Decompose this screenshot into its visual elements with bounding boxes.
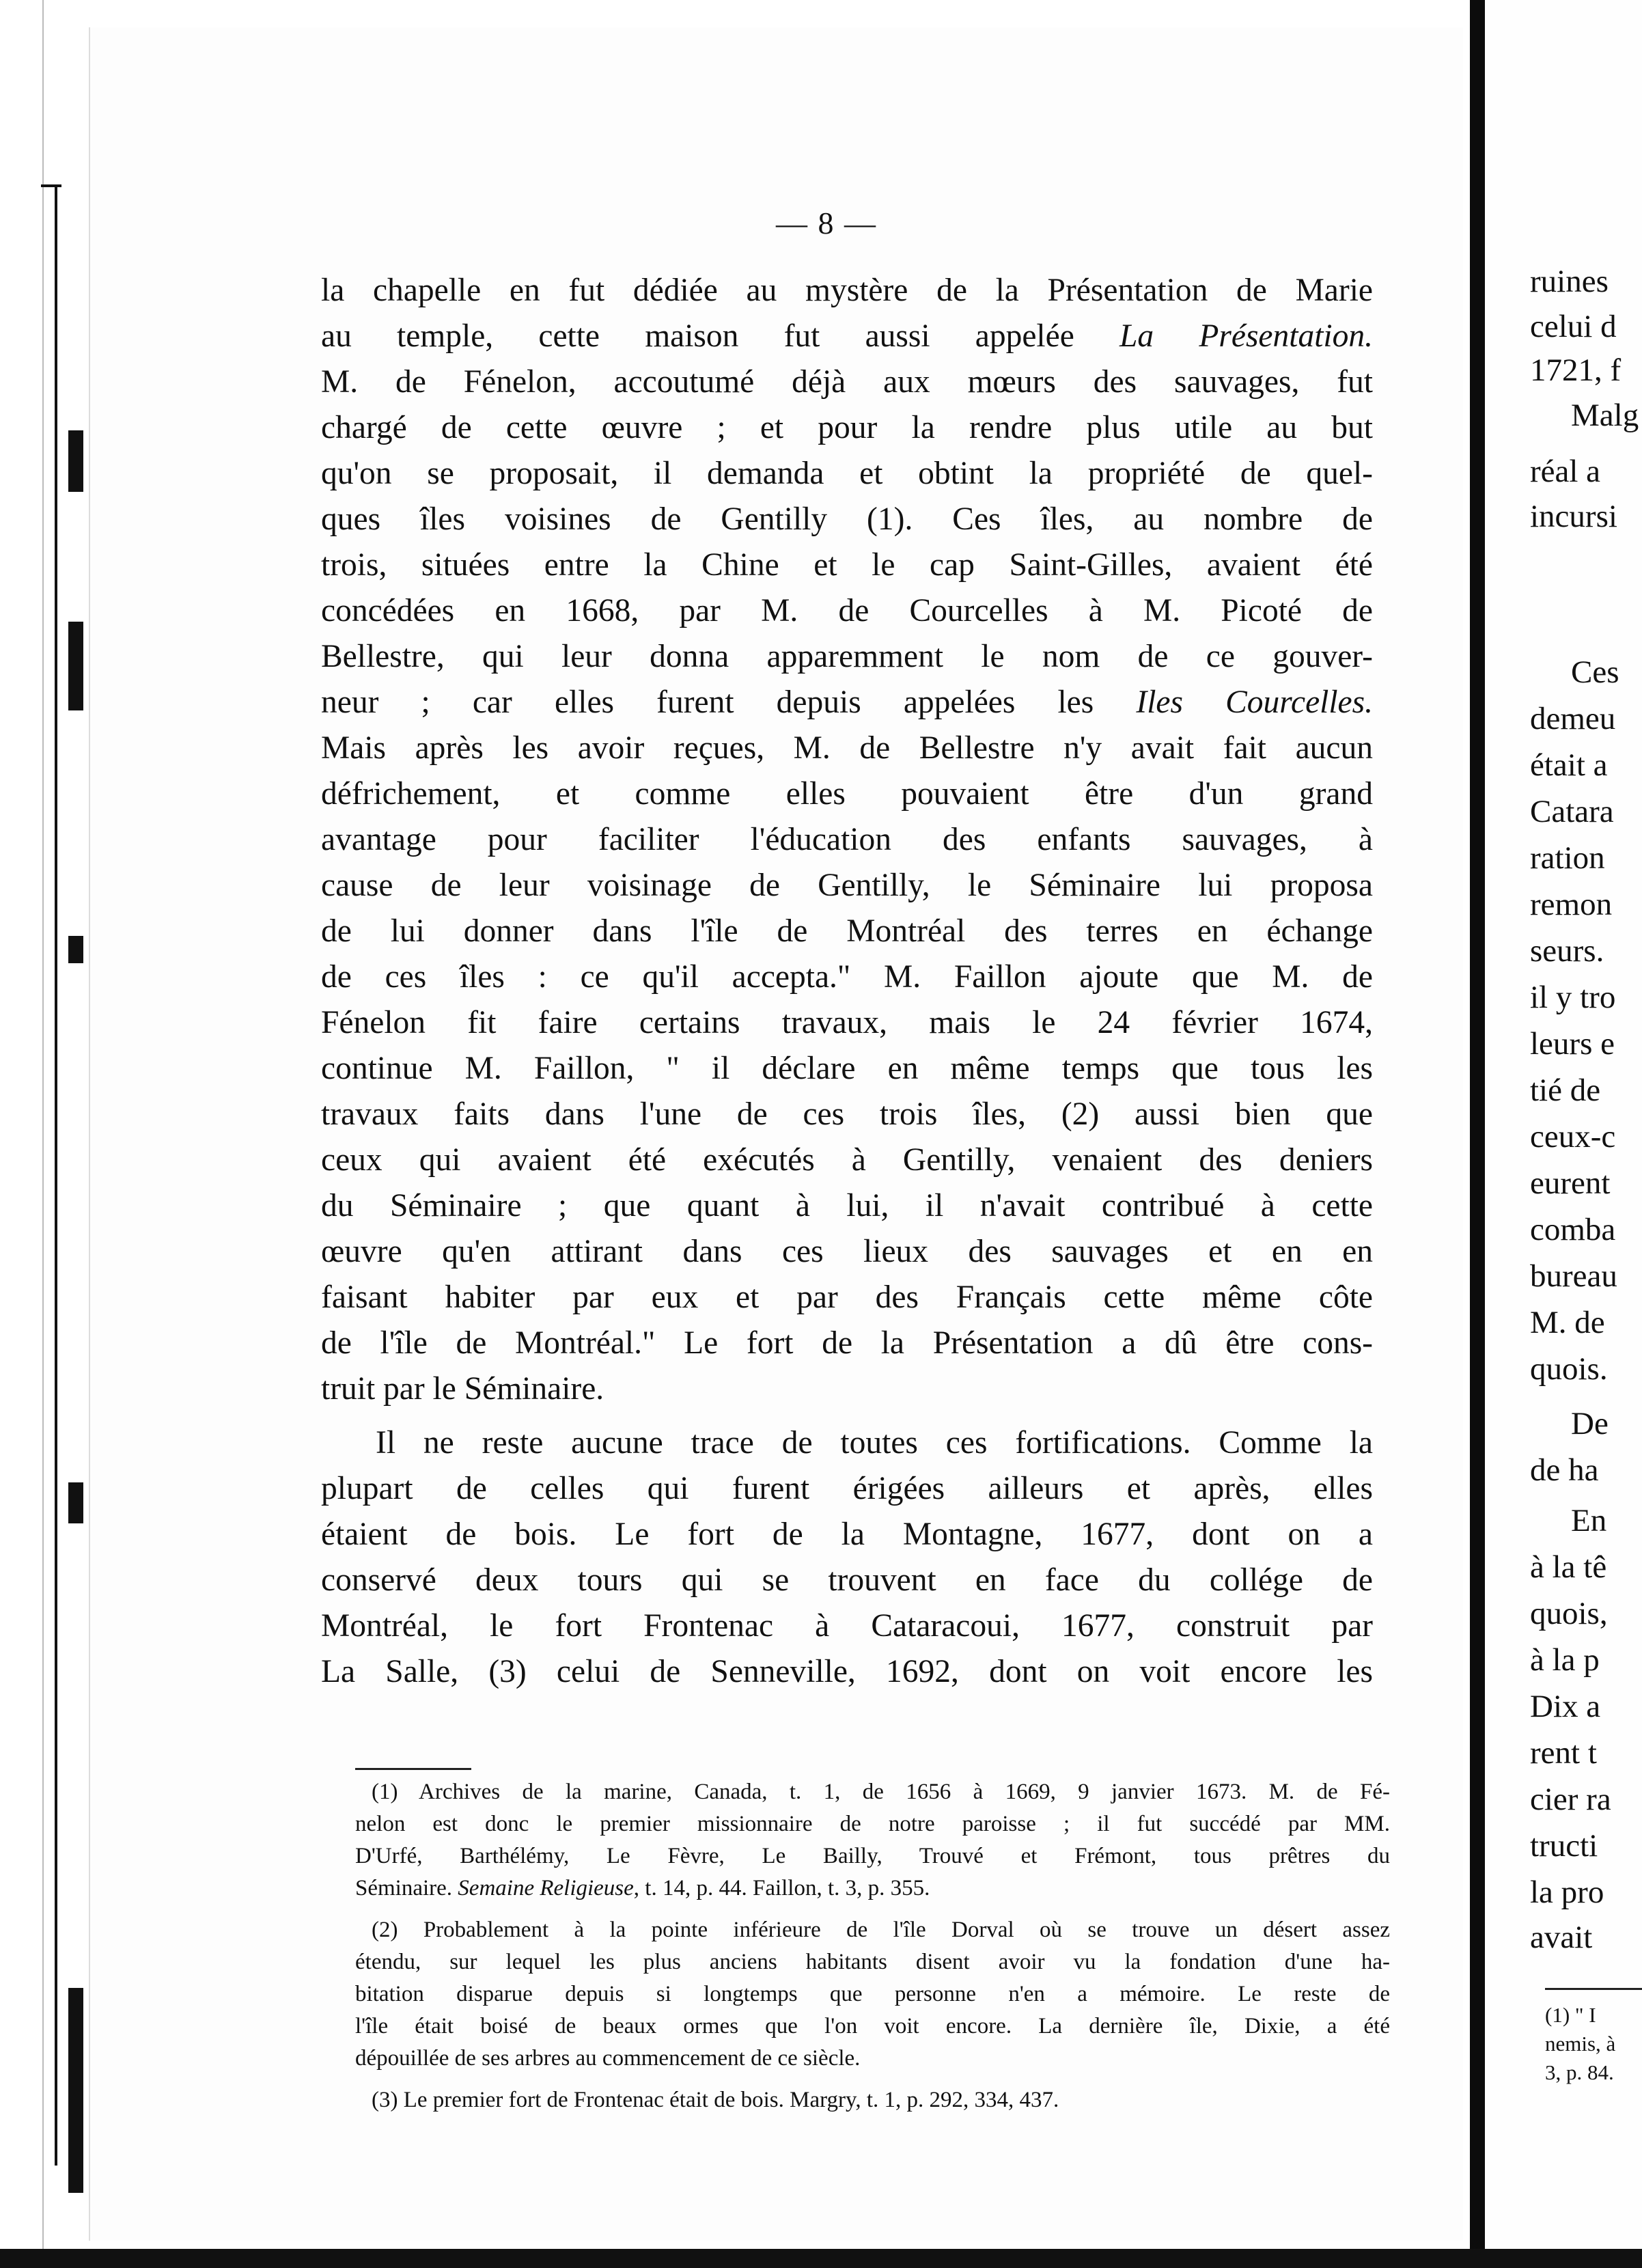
next-page-line: remon (1530, 887, 1613, 922)
next-page-line: M. de (1530, 1305, 1605, 1340)
next-page-line: demeu (1530, 701, 1616, 736)
next-page-line: ration (1530, 840, 1605, 876)
text-line: avantage pour faciliter l'éducation des enfants sauvages, à (321, 822, 1373, 857)
next-page-line: réal a (1530, 454, 1601, 489)
footnote-line: nelon est donc le premier missionnaire de notre paroisse ; il fut succédé par MM. (355, 1812, 1390, 1836)
next-page-footnote-line: nemis, à (1545, 2032, 1616, 2056)
next-page-line: En (1571, 1503, 1607, 1538)
text-line: cause de leur voisinage de Gentilly, le Séminaire lui proposa (321, 868, 1373, 903)
text-line: conservé deux tours qui se trouvent en face du collége de (321, 1562, 1373, 1598)
next-page-line: tructi (1530, 1828, 1598, 1864)
next-page-line: il y tro (1530, 980, 1616, 1015)
text-line: plupart de celles qui furent érigées ailleurs et après, elles (321, 1471, 1373, 1506)
text-line: truit par le Séminaire. (321, 1371, 604, 1407)
next-page-line: bureau (1530, 1258, 1617, 1294)
binding-mark (68, 936, 83, 963)
footnote-line: (2) Probablement à la pointe inférieure de l'île Dorval où se trouve un désert assez (372, 1918, 1390, 1942)
text-line: défrichement, et comme elles pouvaient être d'un grand (321, 776, 1373, 812)
text-line (321, 314, 1373, 359)
footnote-line: (1) Archives de la marine, Canada, t. 1, de 1656 à 1669, 9 janvier 1673. M. de Fé- (372, 1780, 1390, 1804)
next-page-line: comba (1530, 1212, 1616, 1247)
text-line: La Salle, (3) celui de Senneville, 1692, dont on voit encore les (321, 1654, 1373, 1689)
footnote-line: Séminaire. Semaine Religieuse, t. 14, p. 44. Faillon, t. 3, p. 355. (355, 1876, 930, 1900)
text-line: continue M. Faillon, " il déclare en même temps que tous les (321, 1051, 1373, 1086)
next-page-line: quois, (1530, 1596, 1608, 1631)
text-line: Mais après les avoir reçues, M. de Bellestre n'y avait fait aucun (321, 730, 1373, 766)
next-page-footnote-line: (1) " I (1545, 2003, 1596, 2027)
footnote-rule (355, 1768, 471, 1770)
footnote-line: l'île était boisé de beaux ormes que l'on voit encore. La dernière île, Dixie, a été (355, 2014, 1390, 2038)
text-line: trois, situées entre la Chine et le cap Saint-Gilles, avaient été (321, 547, 1373, 583)
text-line: étaient de bois. Le fort de la Montagne, 1677, dont on a (321, 1517, 1373, 1552)
footnote-line: D'Urfé, Barthélémy, Le Fèvre, Le Bailly, Trouvé et Frémont, tous prêtres du (355, 1844, 1390, 1868)
text-line: M. de Fénelon, accoutumé déjà aux mœurs des sauvages, fut (321, 364, 1373, 400)
binding-mark (68, 430, 83, 492)
next-page-line: la pro (1530, 1875, 1604, 1910)
binding-mark (68, 1482, 83, 1523)
body-text (321, 268, 1373, 1695)
next-page-line: ceux-c (1530, 1119, 1616, 1154)
text-line: concédées en 1668, par M. de Courcelles à M. Picoté de (321, 593, 1373, 628)
page-number: — 8 — (776, 206, 877, 240)
previous-page-edge (0, 0, 44, 2268)
next-page-footnote-line: 3, p. 84. (1545, 2060, 1614, 2084)
next-page-footnote-rule (1545, 1988, 1642, 1990)
binding-mark (68, 622, 83, 710)
text-line: la chapelle en fut dédiée au mystère de la Présentation de Marie (321, 273, 1373, 308)
next-page-line: celui d (1530, 309, 1617, 344)
text-line: Il ne reste aucune trace de toutes ces fortifications. Comme la (376, 1425, 1373, 1461)
next-page-line: était a (1530, 747, 1608, 783)
next-page-line: Ces (1571, 654, 1619, 690)
text-line: faisant habiter par eux et par des Français cette même côte (321, 1280, 1373, 1315)
footnote-line: dépouillée de ses arbres au commencement de ce siècle. (355, 2046, 861, 2071)
text-line: chargé de cette œuvre ; et pour la rendre plus utile au but (321, 410, 1373, 445)
next-page-line: avait (1530, 1920, 1593, 1955)
footnotes (355, 1776, 1390, 2116)
text-line: Montréal, le fort Frontenac à Cataracoui, 1677, construit par (321, 1608, 1373, 1644)
next-page-line: De (1571, 1406, 1609, 1441)
text-line-content: au temple, cette maison fut aussi appelée La Présentation. (321, 318, 1373, 354)
text-line: Fénelon fit faire certains travaux, mais le 24 février 1674, (321, 1005, 1373, 1040)
next-page-line: 1721, f (1530, 352, 1622, 388)
next-page-line: à la tê (1530, 1549, 1607, 1585)
text-line: œuvre qu'en attirant dans ces lieux des sauvages et en en (321, 1234, 1373, 1269)
text-line: travaux faits dans l'une de ces trois îles, (2) aussi bien que (321, 1096, 1373, 1132)
text-line: de lui donner dans l'île de Montréal des terres en échange (321, 913, 1373, 949)
text-line: du Séminaire ; que quant à lui, il n'avait contribué à cette (321, 1188, 1373, 1223)
next-page-line: eurent (1530, 1165, 1611, 1201)
footnote-line: (3) Le premier fort de Frontenac était de bois. Margry, t. 1, p. 292, 334, 437. (372, 2088, 1059, 2112)
binding-mark (68, 1988, 83, 2193)
next-page-line: tié de (1530, 1073, 1601, 1108)
next-page-line: de ha (1530, 1452, 1599, 1488)
next-page-line: à la p (1530, 1642, 1600, 1678)
next-page-line: quois. (1530, 1351, 1608, 1387)
next-page-line: Dix a (1530, 1689, 1601, 1724)
next-page-line: Malg (1571, 398, 1639, 433)
text-line: de l'île de Montréal." Le fort de la Présentation a dû être cons- (321, 1325, 1373, 1361)
text-line: neur ; car elles furent depuis appelées les Iles Courcelles. (321, 684, 1373, 720)
next-page-line: Catara (1530, 794, 1614, 829)
text-line: de ces îles : ce qu'il accepta." M. Faillon ajoute que M. de (321, 959, 1373, 995)
text-line: qu'on se proposait, il demanda et obtint la propriété de quel- (321, 456, 1373, 491)
next-page-line: rent t (1530, 1735, 1597, 1771)
next-page-line: incursi (1530, 499, 1617, 534)
text-line: ceux qui avaient été exécutés à Gentilly, venaient des deniers (321, 1142, 1373, 1178)
next-page-line: ruines (1530, 264, 1609, 299)
next-page-line: leurs e (1530, 1026, 1615, 1062)
next-page-line: cier ra (1530, 1782, 1611, 1817)
next-page-line: seurs. (1530, 933, 1604, 969)
text-line: Bellestre, qui leur donna apparemment le nom de ce gouver- (321, 639, 1373, 674)
text-line: ques îles voisines de Gentilly (1). Ces îles, au nombre de (321, 501, 1373, 537)
page-gutter (1470, 0, 1485, 2268)
footnote-line: étendu, sur lequel les plus anciens habitants disent avoir vu la fondation d'une ha- (355, 1950, 1390, 1974)
scan-bottom-edge (0, 2249, 1642, 2268)
footnote-line: bitation disparue depuis si longtemps que personne n'en a mémoire. Le reste de (355, 1982, 1390, 2006)
